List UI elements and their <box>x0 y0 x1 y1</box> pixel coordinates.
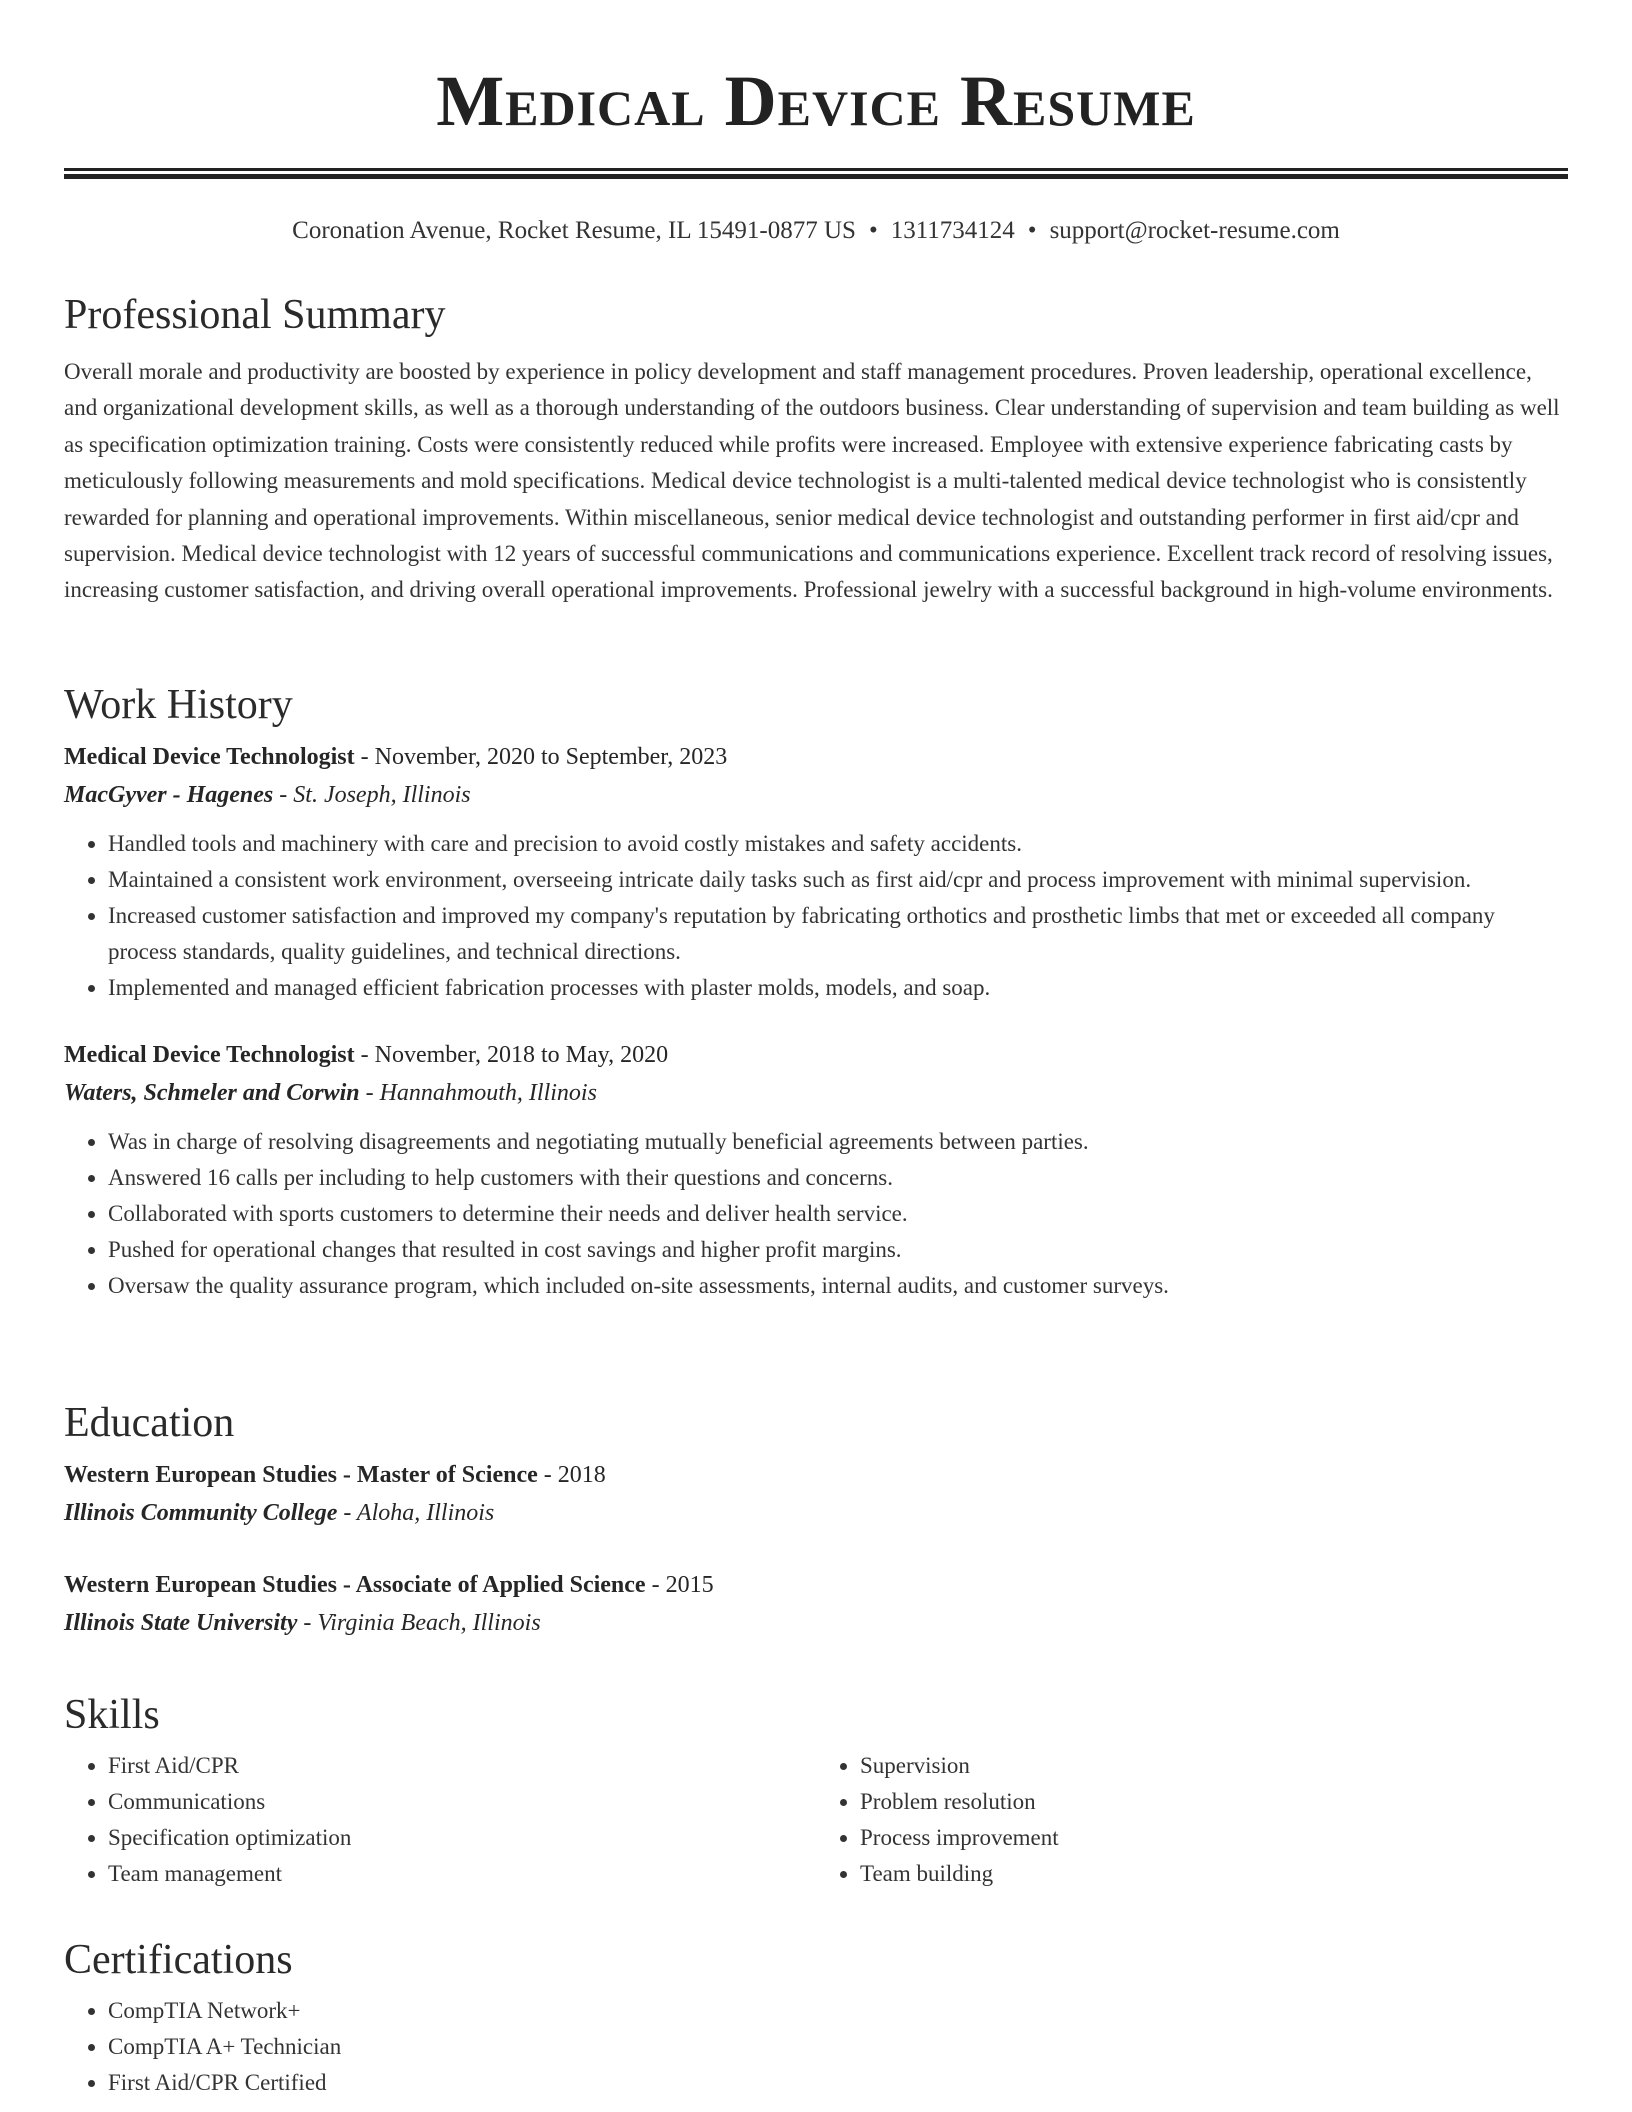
work-history-section <box>64 680 1568 1304</box>
list-item: • Was in charge of resolving disagreements and negotiating mutually beneficial agreements between parties. <box>108 1124 1568 1160</box>
job-company: MacGyver - Hagenes <box>64 782 274 808</box>
contact-phone: 1311734124 <box>890 217 1015 244</box>
resume-title: Medical Device Resume <box>436 61 1196 141</box>
job-bullets <box>64 826 1568 1006</box>
certification-item: • CompTIA A+ Technician <box>108 2029 1568 2065</box>
contact-email: support@rocket-resume.com <box>1049 217 1340 244</box>
skill-item: • Problem resolution <box>860 1784 1568 1820</box>
education-section <box>64 1398 1568 1642</box>
job-bullets <box>64 1124 1568 1304</box>
school-line <box>64 1494 1568 1532</box>
title-divider-thin <box>64 168 1568 171</box>
skill-item: • First Aid/CPR <box>108 1748 816 1784</box>
list-item: • Handled tools and machinery with care and precision to avoid costly mistakes and safety accidents. <box>108 826 1568 862</box>
job-title: Medical Device Technologist <box>64 1042 355 1068</box>
degree-line <box>64 1456 1568 1494</box>
certifications-heading: Certifications <box>64 1937 293 1983</box>
contact-address: Coronation Avenue, Rocket Resume, IL 15491-0877 US <box>292 217 856 244</box>
skill-item: • Process improvement <box>860 1820 1568 1856</box>
contact-line <box>64 214 1568 248</box>
contact-separator: • <box>868 217 878 244</box>
certifications-list <box>64 1993 1568 2101</box>
school-name: Illinois State University <box>64 1610 298 1636</box>
degree-year: - 2015 <box>645 1572 714 1598</box>
job-dates: - November, 2018 to May, 2020 <box>354 1042 669 1068</box>
title-divider-thick <box>64 174 1568 179</box>
list-item: • Maintained a consistent work environment, overseeing intricate daily tasks such as first aid/cpr and process improvement with minimal supervision. <box>108 862 1568 898</box>
skill-item: • Supervision <box>860 1748 1568 1784</box>
degree-name: Western European Studies - Master of Science <box>64 1462 538 1488</box>
school-location: - Aloha, Illinois <box>337 1500 495 1526</box>
job-company: Waters, Schmeler and Corwin <box>64 1080 360 1106</box>
job-title-line <box>64 738 1568 776</box>
list-item: • Increased customer satisfaction and improved my company's reputation by fabricating orthotics and prosthetic limbs that met or exceeded all company process standards, quality guidelines, and technical directions. <box>108 898 1568 970</box>
education-heading: Education <box>64 1400 235 1446</box>
skills-heading: Skills <box>64 1692 160 1738</box>
school-name: Illinois Community College <box>64 1500 338 1526</box>
list-item: • Implemented and managed efficient fabrication processes with plaster molds, models, and soap. <box>108 970 1568 1006</box>
education-entry <box>64 1456 1568 1532</box>
education-entry <box>64 1566 1568 1642</box>
summary-section <box>64 290 1568 609</box>
summary-heading: Professional Summary <box>64 292 446 338</box>
job-entry <box>64 1036 1568 1304</box>
job-title: Medical Device Technologist <box>64 744 355 770</box>
skills-list-right <box>816 1748 1568 1892</box>
school-line <box>64 1604 1568 1642</box>
job-title-line <box>64 1036 1568 1074</box>
skill-item: • Specification optimization <box>108 1820 816 1856</box>
summary-text: Overall morale and productivity are boosted by experience in policy development and staff management procedures. Proven leadership, operational excellence, and organizational development skills, as well as a thorough understanding of the outdoors business. Clear understanding of supervision and team building as well as specification optimization training. Costs were consistently reduced while profits were increased. Employee with extensive experience fabricating casts by meticulously following measurements and mold specifications. Medical device technologist is a multi-talented medical device technologist who is consistently rewarded for planning and operational improvements. Within miscellaneous, senior medical device technologist and outstanding performer in first aid/cpr and supervision. Medical device technologist with 12 years of successful communications and communications experience. Excellent track record of resolving issues, increasing customer satisfaction, and driving overall operational improvements. Professional jewelry with a successful background in high-volume environments. <box>64 359 1560 603</box>
list-item: • Pushed for operational changes that resulted in cost savings and higher profit margins. <box>108 1232 1568 1268</box>
list-item: • Answered 16 calls per including to help customers with their questions and concerns. <box>108 1160 1568 1196</box>
skill-item: • Team building <box>860 1856 1568 1892</box>
skills-grid <box>64 1748 1568 1892</box>
list-item: • Oversaw the quality assurance program, which included on-site assessments, internal audits, and customer surveys. <box>108 1268 1568 1304</box>
skill-item: • Communications <box>108 1784 816 1820</box>
degree-line <box>64 1566 1568 1604</box>
certification-item: • First Aid/CPR Certified <box>108 2065 1568 2101</box>
skill-item: • Team management <box>108 1856 816 1892</box>
job-company-line <box>64 1074 1568 1112</box>
degree-name: Western European Studies - Associate of Applied Science <box>64 1572 646 1598</box>
job-location: - Hannahmouth, Illinois <box>359 1080 597 1106</box>
degree-year: - 2018 <box>537 1462 606 1488</box>
list-item: • Collaborated with sports customers to determine their needs and deliver health service. <box>108 1196 1568 1232</box>
job-dates: - November, 2020 to September, 2023 <box>354 744 728 770</box>
skills-list-left <box>64 1748 816 1892</box>
work-history-heading: Work History <box>64 682 293 728</box>
contact-separator: • <box>1027 217 1037 244</box>
skills-section <box>64 1690 1568 1892</box>
certification-item: • CompTIA Network+ <box>108 1993 1568 2029</box>
job-company-line <box>64 776 1568 814</box>
certifications-section <box>64 1935 1568 2101</box>
job-location: - St. Joseph, Illinois <box>273 782 471 808</box>
job-entry <box>64 738 1568 1006</box>
school-location: - Virginia Beach, Illinois <box>297 1610 541 1636</box>
